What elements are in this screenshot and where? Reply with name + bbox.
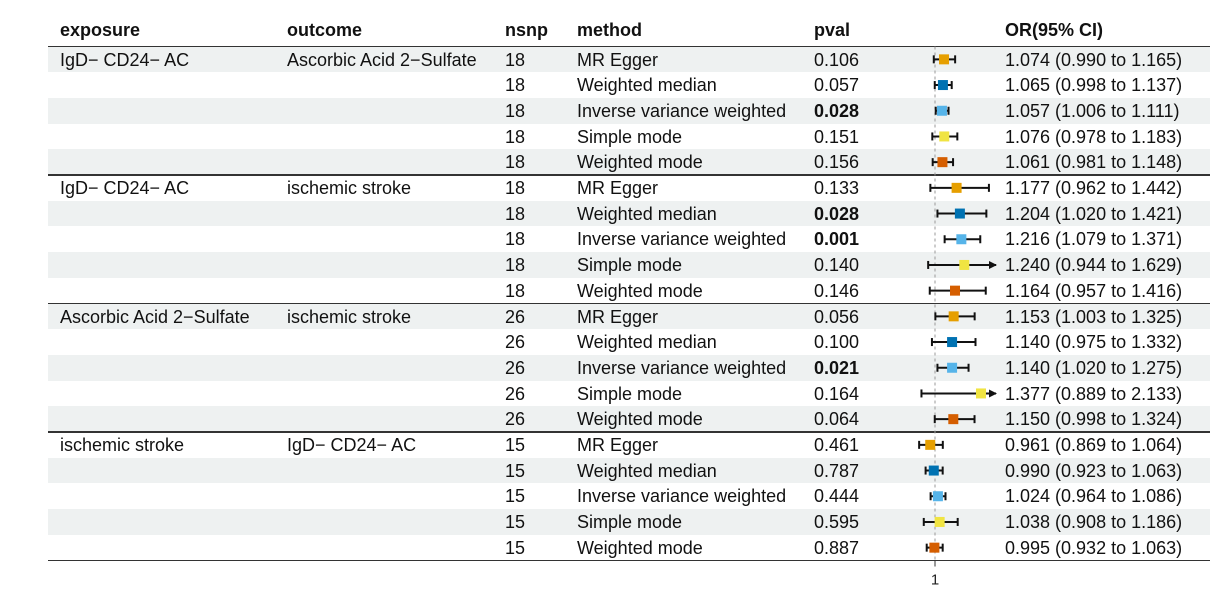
cell-nsnp: 26 [505,357,526,378]
cell-method: Inverse variance weighted [577,357,787,378]
point-estimate [925,440,935,450]
header-exposure: exposure [60,20,141,40]
point-estimate [933,491,943,501]
cell-or-text: 0.961 (0.869 to 1.064) [1005,435,1183,455]
cell-pval: 0.787 [814,460,860,481]
cell-nsnp: 18 [505,126,526,147]
cell-exposure: ischemic stroke [60,435,185,455]
cell-or-text: 1.177 (0.962 to 1.442) [1005,178,1183,198]
cell-nsnp: 18 [505,49,526,70]
point-estimate [935,517,945,527]
cell-pval: 0.444 [814,486,860,507]
point-estimate [939,131,949,141]
cell-outcome: ischemic stroke [287,178,412,198]
cell-pval: 0.056 [814,306,860,327]
cell-or-text: 1.076 (0.978 to 1.183) [1005,126,1183,147]
cell-or-text: 1.140 (0.975 to 1.332) [1005,332,1183,353]
cell-method: Simple mode [577,255,683,276]
cell-or-text: 1.377 (0.889 to 2.133) [1005,383,1183,404]
point-estimate [959,260,969,270]
cell-pval: 0.151 [814,126,860,147]
cell-nsnp: 15 [505,537,526,558]
cell-or-text: 1.204 (1.020 to 1.421) [1005,203,1183,224]
cell-method: Inverse variance weighted [577,486,787,507]
cell-method: Simple mode [577,126,683,147]
cell-pval: 0.028 [814,203,860,224]
cell-or-text: 1.153 (1.003 to 1.325) [1005,306,1183,327]
cell-pval: 0.133 [814,178,860,198]
cell-pval: 0.057 [814,75,860,96]
cell-exposure: Ascorbic Acid 2−Sulfate [60,306,250,327]
header-or-ci: OR(95% CI) [1005,20,1104,40]
point-estimate [947,363,957,373]
cell-or-text: 1.038 (0.908 to 1.186) [1005,512,1183,533]
cell-or-text: 1.240 (0.944 to 1.629) [1005,255,1183,276]
cell-method: Weighted median [577,203,717,224]
cell-method: Weighted median [577,332,717,353]
cell-or-text: 1.065 (0.998 to 1.137) [1005,75,1183,96]
point-estimate [948,414,958,424]
point-estimate [956,234,966,244]
x-tick-label: 1 [930,571,940,589]
point-estimate [947,337,957,347]
cell-method: MR Egger [577,49,659,70]
header-pval: pval [814,20,851,40]
cell-or-text: 1.164 (0.957 to 1.416) [1005,280,1183,301]
cell-nsnp: 26 [505,409,526,430]
cell-method: MR Egger [577,178,659,198]
cell-method: Weighted median [577,75,717,96]
cell-pval: 0.100 [814,332,860,353]
point-estimate [976,388,986,398]
cell-pval: 0.064 [814,409,860,430]
point-estimate [929,543,939,553]
cell-pval: 0.164 [814,383,860,404]
cell-method: Simple mode [577,512,683,533]
ci-arrow [989,389,997,397]
header-outcome: outcome [287,20,363,40]
cell-or-text: 0.990 (0.923 to 1.063) [1005,460,1183,481]
cell-nsnp: 18 [505,100,526,121]
cell-nsnp: 26 [505,306,526,327]
cell-or-text: 1.074 (0.990 to 1.165) [1005,49,1183,70]
cell-nsnp: 18 [505,280,526,301]
cell-nsnp: 15 [505,435,526,455]
cell-nsnp: 15 [505,460,526,481]
cell-nsnp: 18 [505,178,526,198]
cell-nsnp: 15 [505,512,526,533]
point-estimate [939,54,949,64]
cell-outcome: ischemic stroke [287,306,412,327]
point-estimate [929,466,939,476]
cell-nsnp: 18 [505,203,526,224]
cell-pval: 0.461 [814,435,860,455]
cell-or-text: 1.024 (0.964 to 1.086) [1005,486,1183,507]
cell-pval: 0.595 [814,512,860,533]
header-method: method [577,20,642,40]
cell-nsnp: 15 [505,486,526,507]
cell-nsnp: 18 [505,75,526,96]
cell-pval: 0.140 [814,255,860,276]
cell-nsnp: 26 [505,332,526,353]
cell-or-text: 1.216 (1.079 to 1.371) [1005,229,1183,250]
cell-nsnp: 18 [505,255,526,276]
cell-pval: 0.146 [814,280,860,301]
cell-method: Simple mode [577,383,683,404]
cell-or-text: 0.995 (0.932 to 1.063) [1005,537,1183,558]
cell-method: Weighted mode [577,152,703,173]
cell-nsnp: 18 [505,152,526,173]
cell-method: MR Egger [577,306,659,327]
point-estimate [952,183,962,193]
cell-pval: 0.156 [814,152,860,173]
cell-outcome: Ascorbic Acid 2−Sulfate [287,49,477,70]
cell-method: Weighted mode [577,280,703,301]
cell-pval: 0.028 [814,100,860,121]
cell-or-text: 1.150 (0.998 to 1.324) [1005,409,1183,430]
cell-method: Weighted mode [577,409,703,430]
cell-method: Weighted median [577,460,717,481]
cell-or-text: 1.057 (1.006 to 1.111) [1005,100,1180,121]
header-nsnp: nsnp [505,20,548,40]
point-estimate [937,157,947,167]
cell-nsnp: 18 [505,229,526,250]
cell-pval: 0.106 [814,49,860,70]
cell-outcome: IgD− CD24− AC [287,435,417,455]
cell-pval: 0.887 [814,537,860,558]
cell-method: Weighted mode [577,537,703,558]
point-estimate [950,286,960,296]
cell-or-text: 1.140 (1.020 to 1.275) [1005,357,1183,378]
cell-exposure: IgD− CD24− AC [60,49,190,70]
cell-pval: 0.021 [814,357,860,378]
point-estimate [938,80,948,90]
cell-pval: 0.001 [814,229,860,250]
point-estimate [955,209,965,219]
cell-exposure: IgD− CD24− AC [60,178,190,198]
cell-method: Inverse variance weighted [577,100,787,121]
cell-or-text: 1.061 (0.981 to 1.148) [1005,152,1183,173]
cell-method: Inverse variance weighted [577,229,787,250]
point-estimate [937,106,947,116]
point-estimate [949,311,959,321]
ci-arrow [989,261,997,269]
cell-nsnp: 26 [505,383,526,404]
cell-method: MR Egger [577,435,659,455]
